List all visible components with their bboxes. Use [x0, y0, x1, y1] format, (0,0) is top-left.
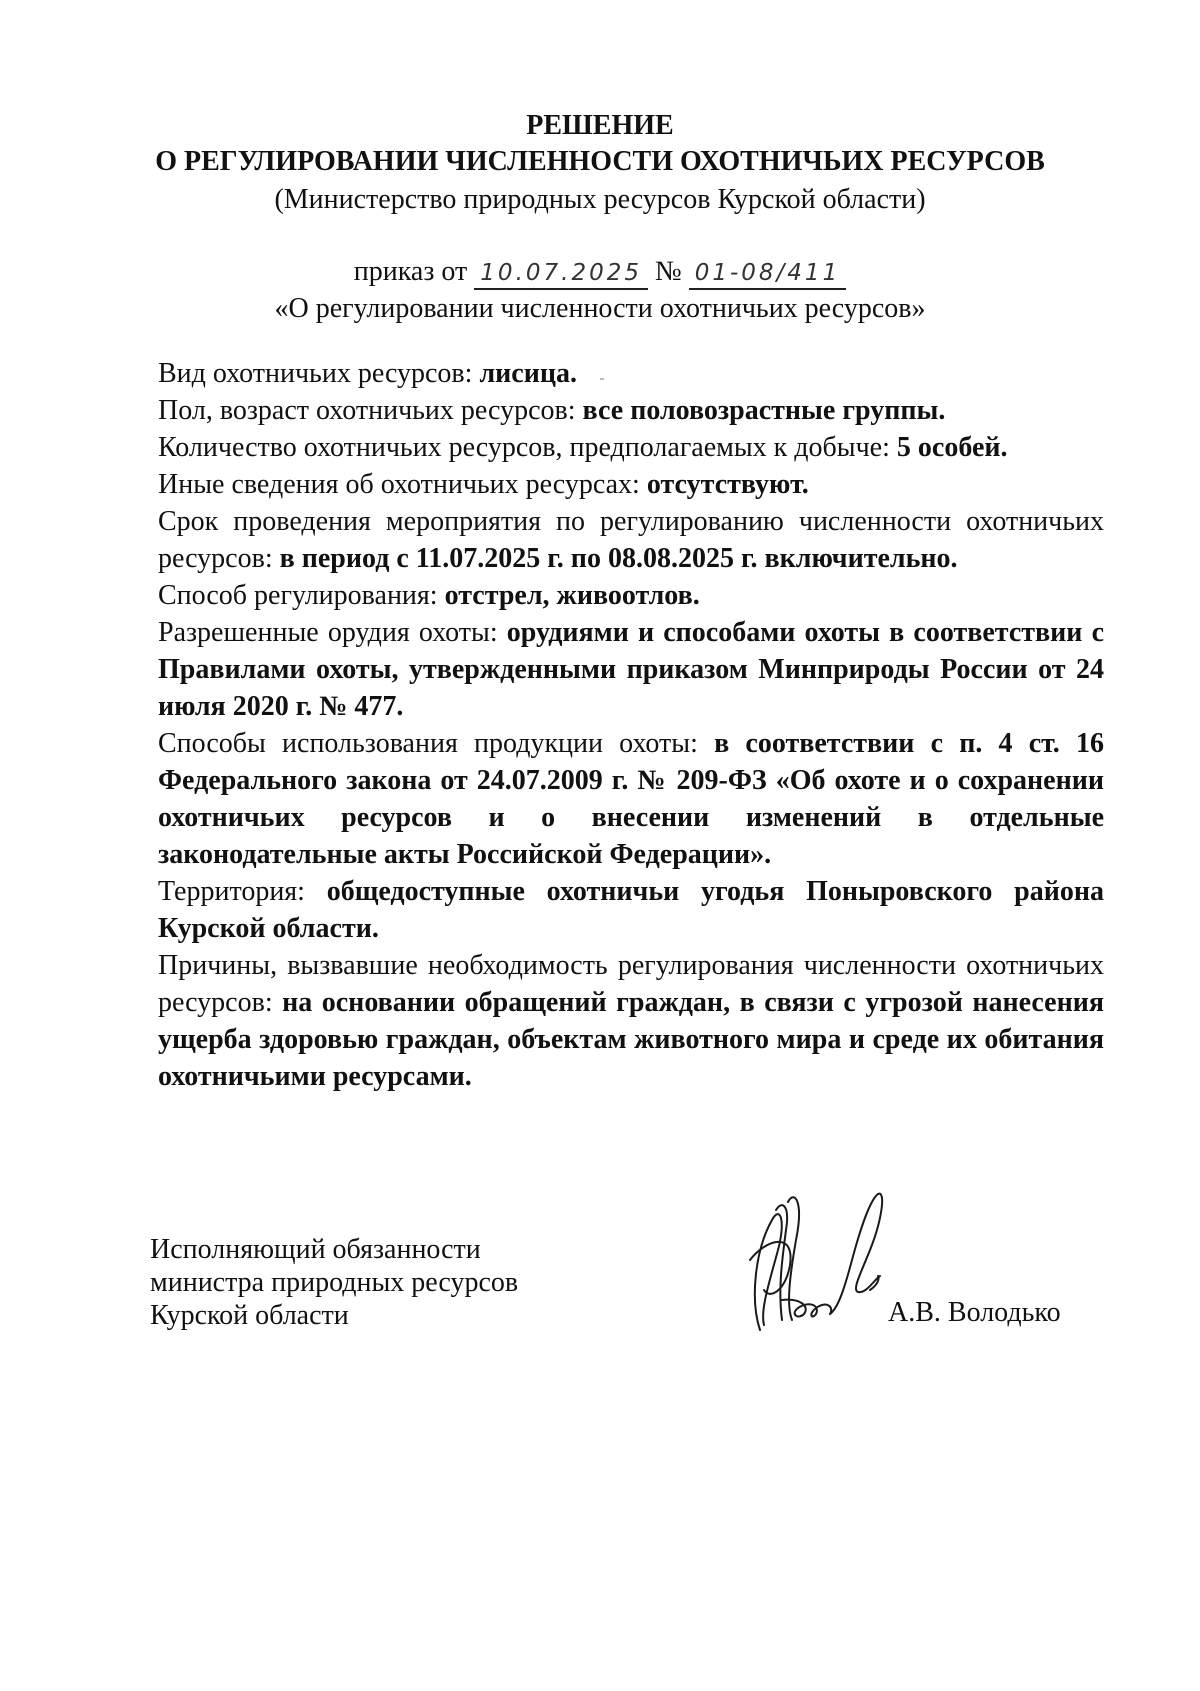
position-line: Исполняющий обязанности — [150, 1234, 481, 1265]
field-value: орудиями и способами охоты в соответствии с Правилами охоты, утвержденными приказом Минприроды России от 24 июля 2020 г. № 477. — [158, 617, 1104, 722]
field-label: Срок проведения мероприятия по регулированию численности охотничьих ресурсов: — [158, 506, 1104, 574]
field-quantity — [158, 429, 1104, 466]
field-hunting-tools — [158, 614, 1104, 725]
field-label: Пол, возраст охотничьих ресурсов: — [158, 395, 583, 426]
order-prefix: приказ от — [353, 256, 468, 287]
field-method — [158, 577, 1104, 614]
position-line: министра природных ресурсов — [150, 1267, 519, 1298]
field-value: в период с 11.07.2025 г. по 08.08.2025 г. включительно. — [279, 543, 958, 574]
field-value: лисица. — [479, 358, 577, 389]
field-label: Иные сведения об охотничьих ресурсах: — [158, 469, 647, 500]
field-period — [158, 503, 1104, 577]
signatory-name: А.В. Володько — [888, 1297, 1061, 1328]
order-number-handwritten: 01-08/411 — [689, 258, 846, 290]
field-label: Способы использования продукции охоты: — [158, 728, 715, 759]
field-other-info — [158, 466, 1104, 503]
field-label: Разрешенные орудия охоты: — [158, 617, 507, 648]
field-value: в соответствии с п. 4 ст. 16 Федерального закона от 24.07.2009 г. № 209-ФЗ «Об охоте и о сохранении охотничьих ресурсов и о внесении изменений в отдельные законодательные акты Российской Федерации». — [158, 728, 1104, 870]
document-title: РЕШЕНИЕ — [526, 110, 674, 141]
order-name: «О регулировании численности охотничьих ресурсов» — [274, 293, 926, 324]
position-line: Курской области — [150, 1300, 349, 1331]
field-label: Территория: — [158, 876, 327, 907]
field-value: все половозрастные группы. — [582, 395, 946, 426]
field-territory — [158, 873, 1104, 947]
order-date-handwritten: 10.07.2025 — [474, 258, 648, 290]
field-value: общедоступные охотничьи угодья Поныровского района Курской области. — [158, 876, 1104, 944]
document-subtitle: О РЕГУЛИРОВАНИИ ЧИСЛЕННОСТИ ОХОТНИЧЬИХ РЕСУРСОВ — [155, 146, 1045, 177]
field-reasons — [158, 947, 1104, 1095]
field-value: отстрел, живоотлов. — [444, 580, 700, 611]
field-label: Вид охотничьих ресурсов: — [158, 358, 480, 389]
ministry-name: (Министерство природных ресурсов Курской области) — [274, 184, 926, 215]
field-sex-age — [158, 392, 1104, 429]
order-number-prefix: № — [655, 256, 682, 287]
signatory-position — [150, 1233, 518, 1332]
handwritten-signature — [720, 1180, 910, 1340]
field-label: Способ регулирования: — [158, 580, 445, 611]
field-label: Причины, вызвавшие необходимость регулирования численности охотничьих ресурсов: — [158, 950, 1104, 1018]
field-species — [158, 355, 1104, 392]
field-label: Количество охотничьих ресурсов, предполагаемых к добыче: — [158, 432, 897, 463]
document-body — [158, 355, 1104, 1095]
order-reference — [0, 254, 1200, 290]
field-value: отсутствуют. — [646, 469, 809, 500]
field-value: на основании обращений граждан, в связи с угрозой нанесения ущерба здоровью граждан, объектам животного мира и среде их обитания охотничьими ресурсами. — [158, 987, 1104, 1092]
field-value: 5 особей. — [896, 432, 1008, 463]
field-product-use — [158, 725, 1104, 873]
